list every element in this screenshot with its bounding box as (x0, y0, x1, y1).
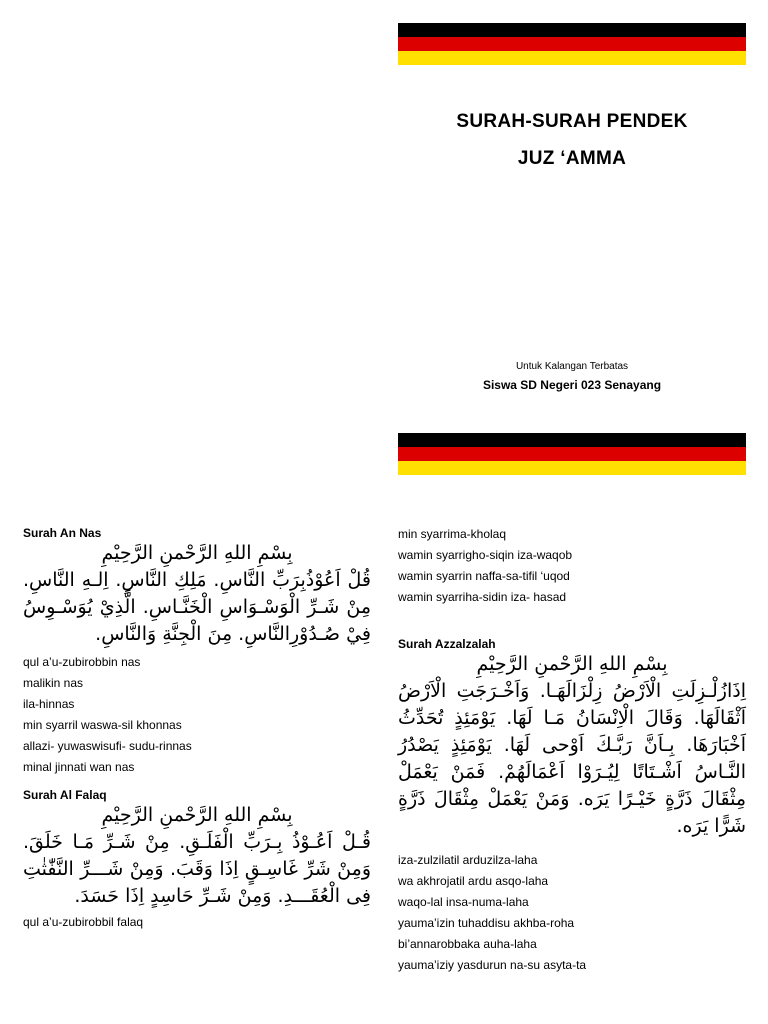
left-column (23, 526, 371, 933)
latin-line: qul a’u-zubirobbin nas (23, 655, 141, 669)
surah-azzalzalah-latin (398, 850, 746, 976)
flag-banner-bottom (398, 433, 746, 475)
surah-azzalzalah-arabic (398, 651, 746, 840)
surah-an-nas-latin (23, 652, 371, 778)
latin-line: waqo-lal insa-numa-laha (398, 895, 529, 909)
arabic-verses: قُـلْ اَعُـوْذُ بِـرَبِّ الْفَلَـقِ. مِنْ شَـرِّ مَـا خَلَقَ. وَمِنْ شَرِّ غَاسِـقٍ اِذَا وَقَبَ. وَمِنْ شَـــرِّ النَّفّٰثٰتِ فِى الْعُقَـــدِ. وَمِنْ شَـرِّ حَاسِدٍ اِذَا حَسَدَ. (23, 831, 371, 907)
cover-subtitle: JUZ ‘AMMA (517, 148, 627, 169)
flag-banner-top (398, 23, 746, 65)
surah-al-falaq-arabic (23, 802, 371, 910)
surah-an-nas-heading: Surah An Nas (23, 526, 102, 540)
surah-azzalzalah-heading: Surah Azzalzalah (398, 637, 496, 651)
latin-line: minal jinnati wan nas (23, 760, 135, 774)
right-column-azzalzalah (398, 637, 746, 976)
latin-line: min syarril waswa-sil khonnas (23, 718, 182, 732)
latin-line: wamin syarrigho-siqin iza-waqob (398, 548, 573, 562)
latin-line: yauma’iziy yasdurun na-su asyta-ta (398, 958, 587, 972)
cover-school: Siswa SD Negeri 023 Senayang (482, 378, 662, 392)
bismillah: بِسْمِ اللهِ الرَّحْمنِ الرَّحِيْمِ (101, 542, 293, 564)
arabic-verses: قُلْ اَعُوْذُبِرَبِّ النَّاسِ. مَلِكِ النَّاسِ. اِلـهِ النَّاسِ. مِنْ شَـرِّ الْوَسْـوَاسِ الْخَنَّـاسِ. الَّذِيْ يُوَسْـوِسُ فِيْ صُـدُوْرِالنَّاسِ. مِنَ الْجِنَّةِ وَالنَّاسِ. (23, 569, 371, 645)
surah-al-falaq-latin-continued (398, 524, 746, 608)
flag-stripe-gold (398, 51, 746, 65)
latin-line: iza-zulzilatil arduzilza-laha (398, 853, 538, 867)
surah-al-falaq-heading: Surah Al Falaq (23, 788, 107, 802)
cover-title: SURAH-SURAH PENDEK (456, 111, 688, 132)
latin-line: wamin syarriha-sidin iza- hasad (398, 590, 567, 604)
latin-line: allazi- yuwaswisufi- sudu-rinnas (23, 739, 192, 753)
bismillah: بِسْمِ اللهِ الرَّحْمنِ الرَّحِيْمِ (476, 653, 668, 675)
surah-al-falaq-latin-start (23, 912, 371, 933)
cover-note: Untuk Kalangan Terbatas (515, 361, 629, 372)
latin-line: min syarrima-kholaq (398, 527, 507, 541)
flag-stripe-red (398, 37, 746, 51)
right-column-continued (398, 524, 746, 608)
flag-stripe-black (398, 433, 746, 447)
flag-stripe-black (398, 23, 746, 37)
latin-line: yauma’izin tuhaddisu akhba-roha (398, 916, 575, 930)
latin-line: ila-hinnas (23, 697, 75, 711)
surah-an-nas-arabic (23, 540, 371, 648)
flag-stripe-red (398, 447, 746, 461)
latin-line: wa akhrojatil ardu asqo-laha (398, 874, 549, 888)
arabic-verses: اِذَازُلْـزِلَتِ الْاَرْضُ زِلْزَالَهَـا. وَاَخْـرَجَتِ الْاَرْضُ اَثْقَالَهَا. وَقَالَ الْاِنْسَانُ مَـا لَهَا. يَوْمَئِذٍ تُحَدِّثُ اَخْبَارَهَا. بِـاَنَّ رَبَّـكَ اَوْحى لَهَا. يَوْمَئِذٍ يَصْدُرُ النَّـاسُ اَشْـتَاتًا لِيُـرَوْا اَعْمَالَهُمْ. فَمَنْ يَعْمَلْ مِثْقَالَ ذَرَّةٍ خَيْـرًا يَرَه. وَمَنْ يَعْمَلْ مِثْقَالَ ذَرَّةٍ شَرًّا يَرَه. (398, 680, 746, 837)
bismillah: بِسْمِ اللهِ الرَّحْمنِ الرَّحِيْمِ (101, 804, 293, 826)
latin-line: bi’annarobbaka auha-laha (398, 937, 537, 951)
latin-line: qul a’u-zubirobbil falaq (23, 915, 144, 929)
latin-line: malikin nas (23, 676, 84, 690)
latin-line: wamin syarrin naffa-sa-tifil ‘uqod (398, 569, 570, 583)
flag-stripe-gold (398, 461, 746, 475)
